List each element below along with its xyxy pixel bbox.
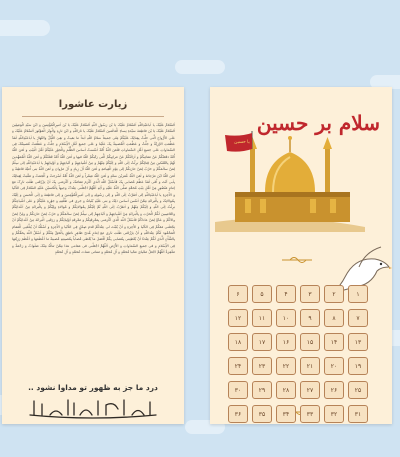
calendar-page [210, 87, 392, 424]
day-cell[interactable]: ۲۴ [228, 357, 248, 375]
day-cell[interactable]: ۹ [300, 309, 320, 327]
cloud [0, 20, 50, 36]
day-cell[interactable]: ۳۰ [228, 381, 248, 399]
day-cell[interactable]: ۲۷ [300, 381, 320, 399]
day-cell[interactable]: ۲۸ [276, 381, 296, 399]
leaf-ornament [282, 255, 312, 265]
day-cell[interactable]: ۲۱ [300, 357, 320, 375]
salam-bar-hussein-calligraphy: سلام بر حسین [256, 111, 380, 135]
ziarat-ashura-page [2, 87, 184, 424]
calligraphy-ornament [22, 397, 164, 419]
day-cell[interactable]: ۳۳ [300, 405, 320, 423]
day-cell[interactable]: ۲۶ [324, 381, 344, 399]
visit-tracker-grid [228, 285, 368, 424]
page-title: زیارت عاشورا [58, 99, 128, 110]
day-cell[interactable]: ۳ [300, 285, 320, 303]
day-cell[interactable]: ۱۴ [324, 333, 344, 351]
day-cell[interactable]: ۷ [348, 309, 368, 327]
day-cell[interactable]: ۳۴ [276, 405, 296, 423]
day-cell[interactable]: ۱۳ [348, 333, 368, 351]
day-cell[interactable]: ۵ [252, 285, 272, 303]
day-cell[interactable]: ۴ [276, 285, 296, 303]
flag-inscription: یا حسین [234, 140, 250, 145]
day-cell[interactable]: ۲۳ [252, 357, 272, 375]
day-cell[interactable]: ۱۵ [300, 333, 320, 351]
day-cell[interactable]: ۳۲ [324, 405, 344, 423]
day-cell[interactable]: ۱۰ [276, 309, 296, 327]
day-cell[interactable]: ۱ [348, 285, 368, 303]
day-cell[interactable]: ۲۵ [348, 381, 368, 399]
day-cell[interactable]: ۶ [228, 285, 248, 303]
day-cell[interactable]: ۳۶ [228, 405, 248, 423]
day-cell[interactable]: ۱۹ [348, 357, 368, 375]
ziarat-text: اَلسَّلامُ عَلَیْکَ یا اَباعَبْدِاللّهِ اَلسَّلامُ عَلَیْکَ یَا بْنَ رَسُولِ اللّهِ اَلسَّلامُ عَلَیْکَ یَا بْنَ اَمیرِالْمُؤْمِنینَ وَ ابْنَ سَیِّدِ الْوَصِیّینَ اَلسَّلامُ عَلَیْکَ یَا بْنَ فاطِمَةَ سَیِّدَةِ نِساءِ الْعالَمینَ اَلسَّلامُ عَلَیْکَ یا ثارَاللّهِ وَ ابْنَ ثارِهِ وَالْوِتْرَ الْمَوْتُورَ اَلسَّلامُ عَلَیْکَ وَ عَلَی الاَْرْواحِ الَّتی حَلَّتْ بِفِنائِکَ عَلَیْکُمْ مِنّی جَمیعاً سَلامُ اللّهِ اَبَداً ما بَقیتُ وَ بَقِیَ اللَّیْلُ وَالنَّهارُ یا اَباعَبْدِاللّهِ لَقَدْ عَظُمَتِ الرَّزِیَّةُ وَ جَلَّتْ وَ عَظُمَتِ الْمُصیبَةُ بِکَ عَلَیْنا وَ عَلی جَمیعِ اَهْلِ الاِْسْلامِ وَ جَلَّتْ وَ عَظُمَتْ مُصیبَتُکَ فِی السَّماواتِ عَلی جَمیعِ اَهْلِ السَّماواتِ فَلَعَنَ اللّهُ اُمَّةً اَسَّسَتْ اَساسَ الظُّلْمِ وَالْجَوْرِ عَلَیْکُمْ اَهْلَ الْبَیْتِ وَ لَعَنَ اللّهُ اُمَّةً دَفَعَتْکُمْ عَنْ مَقامِکُمْ وَ اَزالَتْکُمْ عَنْ مَراتِبِکُمُ الَّتی رَتَّبَکُمُ اللّهُ فیها وَ لَعَنَ اللّهُ اُمَّةً قَتَلَتْکُمْ وَ لَعَنَ اللّهُ الْمُمَهِّدینَ لَهُمْ بِالتَّمْکینِ مِنْ قِتالِکُمْ بَرِئْتُ اِلَی اللّهِ وَ اِلَیْکُمْ مِنْهُمْ وَ مِنْ اَشْیاعِهِمْ وَ اَتْباعِهِمْ وَ اَوْلِیائِهِمْ یا اَباعَبْدِاللّهِ اِنّی سِلْمٌ لِمَنْ سالَمَکُمْ وَ حَرْبٌ لِمَنْ حارَبَکُمْ اِلی یَوْمِ الْقِیامَةِ وَ لَعَنَ اللّهُ آلَ زِیادٍ وَ آلَ مَرْوانَ وَ لَعَنَ اللّهُ بَنی اُمَیَّةَ قاطِبَةً وَ لَعَنَ اللّهُ ابْنَ مَرْجانَةَ وَ لَعَنَ اللّهُ عُمَرَبْنَ سَعْدٍ وَ لَعَنَ اللّهُ شِمْراً وَ لَعَنَ اللّهُ اُمَّةً اَسْرَجَتْ وَ اَلْجَمَتْ وَ تَنَقَّبَتْ لِقِتالِکَ بِاَبی اَنْتَ وَ اُمّی لَقَدْ عَظُمَ مُصابی بِکَ فَاَسْئَلُ اللّهَ الَّذی اَکْرَمَ مَقامَکَ وَ اَکْرَمَنی بِکَ اَنْ یَرْزُقَنی طَلَبَ ثارِکَ مَعَ اِمامٍ مَنْصُورٍ مِنْ اَهْلِ بَیْتِ مُحَمَّدٍ صَلَّی اللّهُ عَلَیْهِ وَ آلِهِ اَللّهُمَّ اجْعَلْنی عِنْدَکَ وَجیهاً بِالْحُسَیْنِ عَلَیْهِ السَّلامُ فِی الدُّنْیا وَ الاْخِرَةِ یا اَباعَبْدِاللّهِ اِنّی اَتَقَرَّبُ اِلَی اللّهِ وَ اِلی رَسُولِهِ وَ اِلی اَمیرِالْمُؤْمِنینَ وَ اِلی فاطِمَةَ وَ اِلَی الْحَسَنِ وَ اِلَیْکَ بِمُوالاتِکَ وَ بِالْبَرائَةِ مِمَّنْ اَسَّسَ اَساسَ ذلِکَ وَ بَنی عَلَیْهِ بُنْیانَهُ وَ جَری فی ظُلْمِهِ وَ جَوْرِهِ عَلَیْکُمْ وَ عَلی اَشْیاعِکُمْ بَرِئْتُ اِلَی اللّهِ وَ اِلَیْکُمْ مِنْهُمْ وَ اَتَقَرَّبُ اِلَی اللّهِ ثُمَّ اِلَیْکُمْ بِمُوالاتِکُمْ وَ مُوالاةِ وَلِیِّکُمْ وَ بِالْبَرائَةِ مِنْ اَعْدائِکُمْ وَالنّاصِبینَ لَکُمُ الْحَرْبَ وَ بِالْبَرائَةِ مِنْ اَشْیاعِهِمْ وَ اَتْباعِهِمْ اِنّی سِلْمٌ لِمَنْ سالَمَکُمْ وَ حَرْبٌ لِمَنْ حارَبَکُمْ وَ وَلِیٌّ لِمَنْ والاکُمْ وَ عَدُوٌّ لِمَنْ عاداکُمْ فَاَسْئَلُ اللّهَ الَّذی اَکْرَمَنی بِمَعْرِفَتِکُمْ وَ مَعْرِفَةِ اَوْلِیائِکُمْ وَ رَزَقَنِی الْبَرائَةَ مِنْ اَعْدائِکُمْ اَنْ یَجْعَلَنی مَعَکُمْ فِی الدُّنْیا وَ الاْخِرَةِ وَ اَنْ یُثَبِّتَ لی عِنْدَکُمْ قَدَمَ صِدْقٍ فِی الدُّنْیا وَ الاْخِرَةِ وَ اَسْئَلُهُ اَنْ یُبَلِّغَنِی الْمَقامَ الْمَحْمُودَ لَکُمْ عِنْدَاللّهِ وَ اَنْ یَرْزُقَنی طَلَبَ ثاری مَعَ اِمامٍ هُدیً ظاهِرٍ ناطِقٍ بِالْحَقِّ مِنْکُمْ وَ اَسْئَلُ اللّهَ بِحَقِّکُمْ وَ بِالشَّاْنِ الَّذی لَکُمْ عِنْدَهُ اَنْ یُعْطِیَنی بِمُصابی بِکُمْ اَفْضَلَ ما یُعْطی مُصاباً بِمُصیبَتِهِ مُصیبَةً ما اَعْظَمَها وَ اَعْظَمَ رَزِیَّتَها فِی الاِْسْلامِ وَ فی جَمیعِ السَّماواتِ وَ الاَْرْضِ اَللّهُمَّ اجْعَلْنی فی مَقامی هذا مِمَّنْ تَنالُهُ مِنْکَ صَلَواتٌ وَ رَحْمَةٌ وَ مَغْفِرَةٌ اَللّهُمَّ اجْعَلْ مَحْیایَ مَحْیا مُحَمَّدٍ وَ آلِ مُحَمَّدٍ وَ مَماتی مَماتَ مُحَمَّدٍ وَ آلِ مُحَمَّدٍ [12, 123, 175, 254]
day-cell[interactable]: ۲۹ [252, 381, 272, 399]
day-cell[interactable]: ۱۸ [228, 333, 248, 351]
day-cell[interactable]: ۲۲ [276, 357, 296, 375]
day-cell[interactable]: ۲ [324, 285, 344, 303]
cloud [175, 60, 225, 74]
day-cell[interactable]: ۳۵ [252, 405, 272, 423]
prayer-line: درد ما جز به ظهور تو مداوا نشود .. [28, 383, 158, 392]
reward-note [222, 423, 382, 424]
divider [22, 116, 164, 117]
day-cell[interactable]: ۱۷ [252, 333, 272, 351]
day-cell[interactable]: ۱۲ [228, 309, 248, 327]
day-cell[interactable]: ۲۰ [324, 357, 344, 375]
day-cell[interactable]: ۳۱ [348, 405, 368, 423]
day-cell[interactable]: ۱۱ [252, 309, 272, 327]
day-cell[interactable]: ۱۶ [276, 333, 296, 351]
day-cell[interactable]: ۸ [324, 309, 344, 327]
